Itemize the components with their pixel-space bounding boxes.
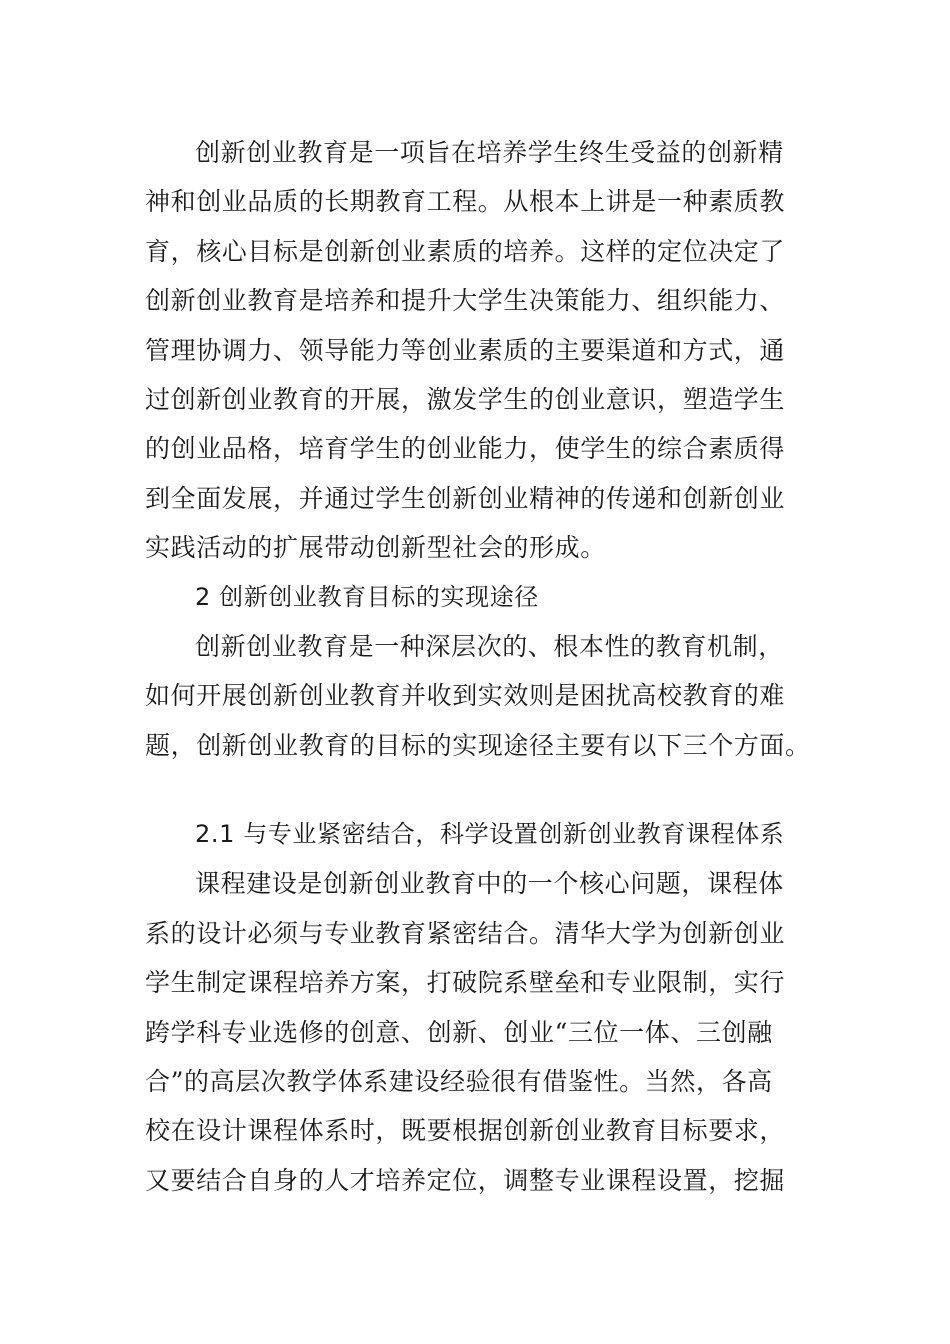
text-line: 创新创业教育是培养和提升大学生决策能力、组织能力、 bbox=[145, 286, 786, 316]
paragraph-spacer bbox=[145, 770, 805, 810]
text-line: 到全面发展，并通过学生创新创业精神的传递和创新创业 bbox=[145, 483, 786, 513]
paragraph-education-goal bbox=[145, 128, 805, 573]
text-line: 如何开展创新创业教育并收到实效则是困扰高校教育的难 bbox=[145, 681, 786, 711]
paragraph-curriculum bbox=[145, 859, 805, 1205]
text-line: 校在设计课程体系时，既要根据创新创业教育目标要求， bbox=[145, 1116, 786, 1146]
section-heading-2: 2 创新创业教育目标的实现途径 bbox=[195, 582, 539, 611]
text-line: 创新创业教育是一项旨在培养学生终生受益的创新精 bbox=[195, 138, 784, 167]
text-line: 神和创业品质的长期教育工程。从根本上讲是一种素质教 bbox=[145, 187, 786, 217]
text-line: 题，创新创业教育的目标的实现途径主要有以下三个方面。 bbox=[145, 730, 811, 760]
text-line: 创新创业教育是一种深层次的、根本性的教育机制， bbox=[195, 631, 784, 661]
text-line: 的创业品格，培育学生的创业能力，使学生的综合素质得 bbox=[145, 434, 786, 464]
document-page bbox=[145, 128, 811, 1205]
text-line: 跨学科专业选修的创意、创新、创业“三位一体、三创融 bbox=[145, 1017, 773, 1047]
text-line: 又要结合自身的人才培养定位，调整专业课程设置，挖掘 bbox=[145, 1165, 786, 1195]
text-line: 系的设计必须与专业教育紧密结合。清华大学为创新创业 bbox=[145, 918, 786, 948]
text-line: 育，核心目标是创新创业素质的培养。这样的定位决定了 bbox=[145, 236, 786, 266]
text-line: 学生制定课程培养方案，打破院系壁垒和专业限制，实行 bbox=[145, 968, 786, 998]
text-line: 实践活动的扩展带动创新型社会的形成。 bbox=[145, 533, 606, 563]
text-line: 过创新创业教育的开展，激发学生的创业意识，塑造学生 bbox=[145, 384, 786, 414]
paragraph-implementation bbox=[145, 622, 811, 770]
text-line: 管理协调力、领导能力等创业素质的主要渠道和方式，通 bbox=[145, 335, 786, 365]
text-line: 课程建设是创新创业教育中的一个核心问题，课程体 bbox=[195, 869, 784, 899]
text-line: 合”的高层次教学体系建设经验很有借鉴性。当然，各高 bbox=[145, 1067, 773, 1097]
section-heading-2-1: 2.1 与专业紧密结合，科学设置创新创业教育课程体系 bbox=[195, 820, 785, 849]
